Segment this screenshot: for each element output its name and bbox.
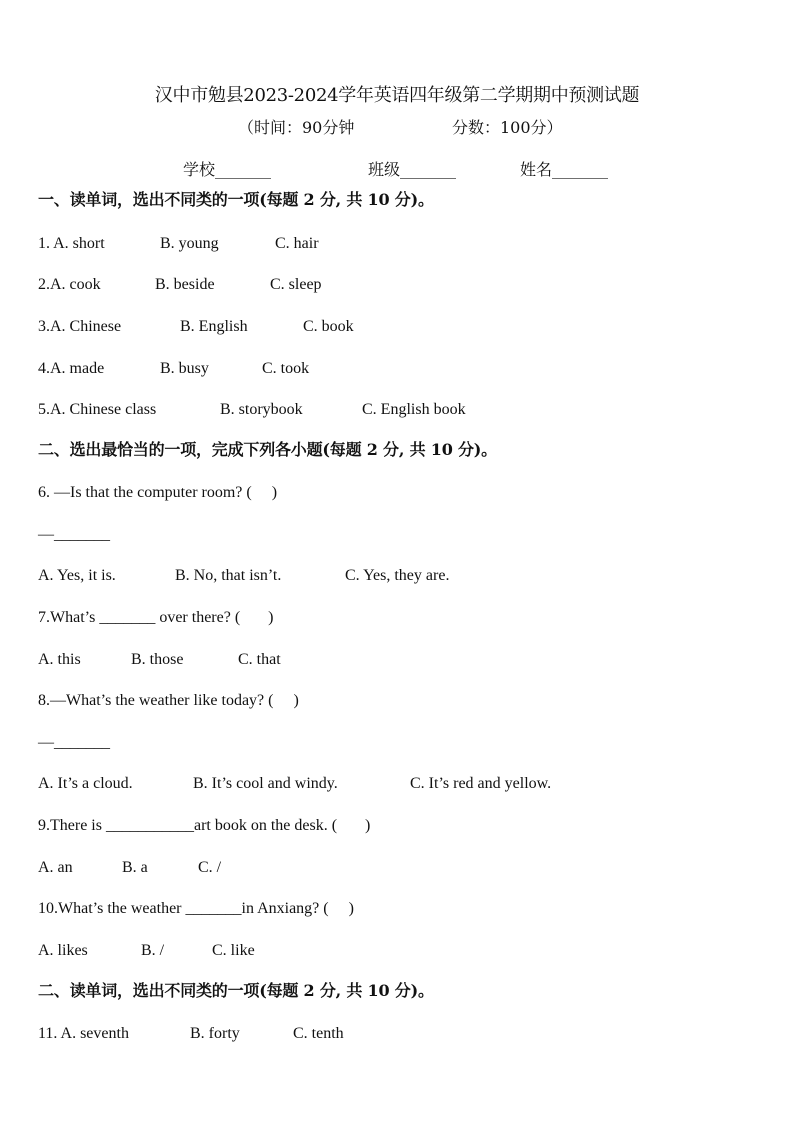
q7-option-b: B. those: [131, 651, 184, 668]
q3-option-b: B. English: [180, 318, 248, 335]
q9-option-c: C. /: [198, 859, 222, 876]
q5-option-c: C. English book: [362, 401, 466, 418]
q11-option-c: C. tenth: [293, 1025, 344, 1042]
section-heading-3: 二、读单词，选出不同类的一项(每题 2 分, 共 10 分)。: [38, 981, 434, 1000]
q10-stem: 10.What’s the weather _______in Anxiang? ( ): [38, 900, 354, 917]
q1-option-b: B. young: [160, 235, 219, 252]
q10-option-a: A. likes: [38, 942, 88, 959]
q9-option-b: B. a: [122, 859, 148, 876]
q4-option-a: 4.A. made: [38, 360, 105, 377]
q8-option-a: A. It’s a cloud.: [38, 775, 133, 792]
q5-option-b: B. storybook: [220, 401, 303, 418]
section-heading-2: 二、选出最恰当的一项，完成下列各小题(每题 2 分, 共 10 分)。: [38, 440, 497, 459]
q10-option-b: B. /: [141, 942, 165, 959]
q1-option-c: C. hair: [275, 235, 319, 252]
q5-option-a: 5.A. Chinese class: [38, 401, 157, 418]
q8-stem: 8.—What’s the weather like today? ( ): [38, 692, 299, 709]
q2-option-a: 2.A. cook: [38, 276, 101, 293]
q9-stem: 9.There is ___________art book on the desk. ( ): [38, 817, 371, 834]
q4-option-c: C. took: [262, 360, 310, 377]
page-title: 汉中市勉县2023-2024学年英语四年级第二学期期中预测试题: [154, 85, 640, 106]
q10-option-c: C. like: [212, 942, 255, 959]
q1-option-a: 1. A. short: [38, 235, 105, 252]
q6-stem: 6. —Is that the computer room? ( ): [38, 484, 278, 501]
exam-time: （时间：90分钟: [238, 118, 355, 137]
q11-option-b: B. forty: [190, 1025, 240, 1042]
q6-answer-line: —_______: [38, 526, 110, 543]
school-field: 学校_______: [183, 160, 272, 179]
q4-option-b: B. busy: [160, 360, 209, 377]
name-field: 姓名_______: [520, 160, 609, 179]
q2-option-b: B. beside: [155, 276, 215, 293]
q7-option-c: C. that: [238, 651, 281, 668]
q8-option-b: B. It’s cool and windy.: [193, 775, 338, 792]
q6-option-b: B. No, that isn’t.: [175, 567, 282, 584]
q3-option-c: C. book: [303, 318, 354, 335]
exam-score: 分数：100分）: [452, 118, 563, 137]
q7-option-a: A. this: [38, 651, 81, 668]
q9-option-a: A. an: [38, 859, 73, 876]
q8-option-c: C. It’s red and yellow.: [410, 775, 552, 792]
q3-option-a: 3.A. Chinese: [38, 318, 122, 335]
q6-option-a: A. Yes, it is.: [38, 567, 116, 584]
q8-answer-line: —_______: [38, 734, 110, 751]
q2-option-c: C. sleep: [270, 276, 322, 293]
q7-stem: 7.What’s _______ over there? ( ): [38, 609, 274, 626]
class-field: 班级_______: [368, 160, 457, 179]
q11-option-a: 11. A. seventh: [38, 1025, 129, 1042]
section-heading-1: 一、读单词，选出不同类的一项(每题 2 分, 共 10 分)。: [38, 190, 434, 209]
q6-option-c: C. Yes, they are.: [345, 567, 450, 584]
